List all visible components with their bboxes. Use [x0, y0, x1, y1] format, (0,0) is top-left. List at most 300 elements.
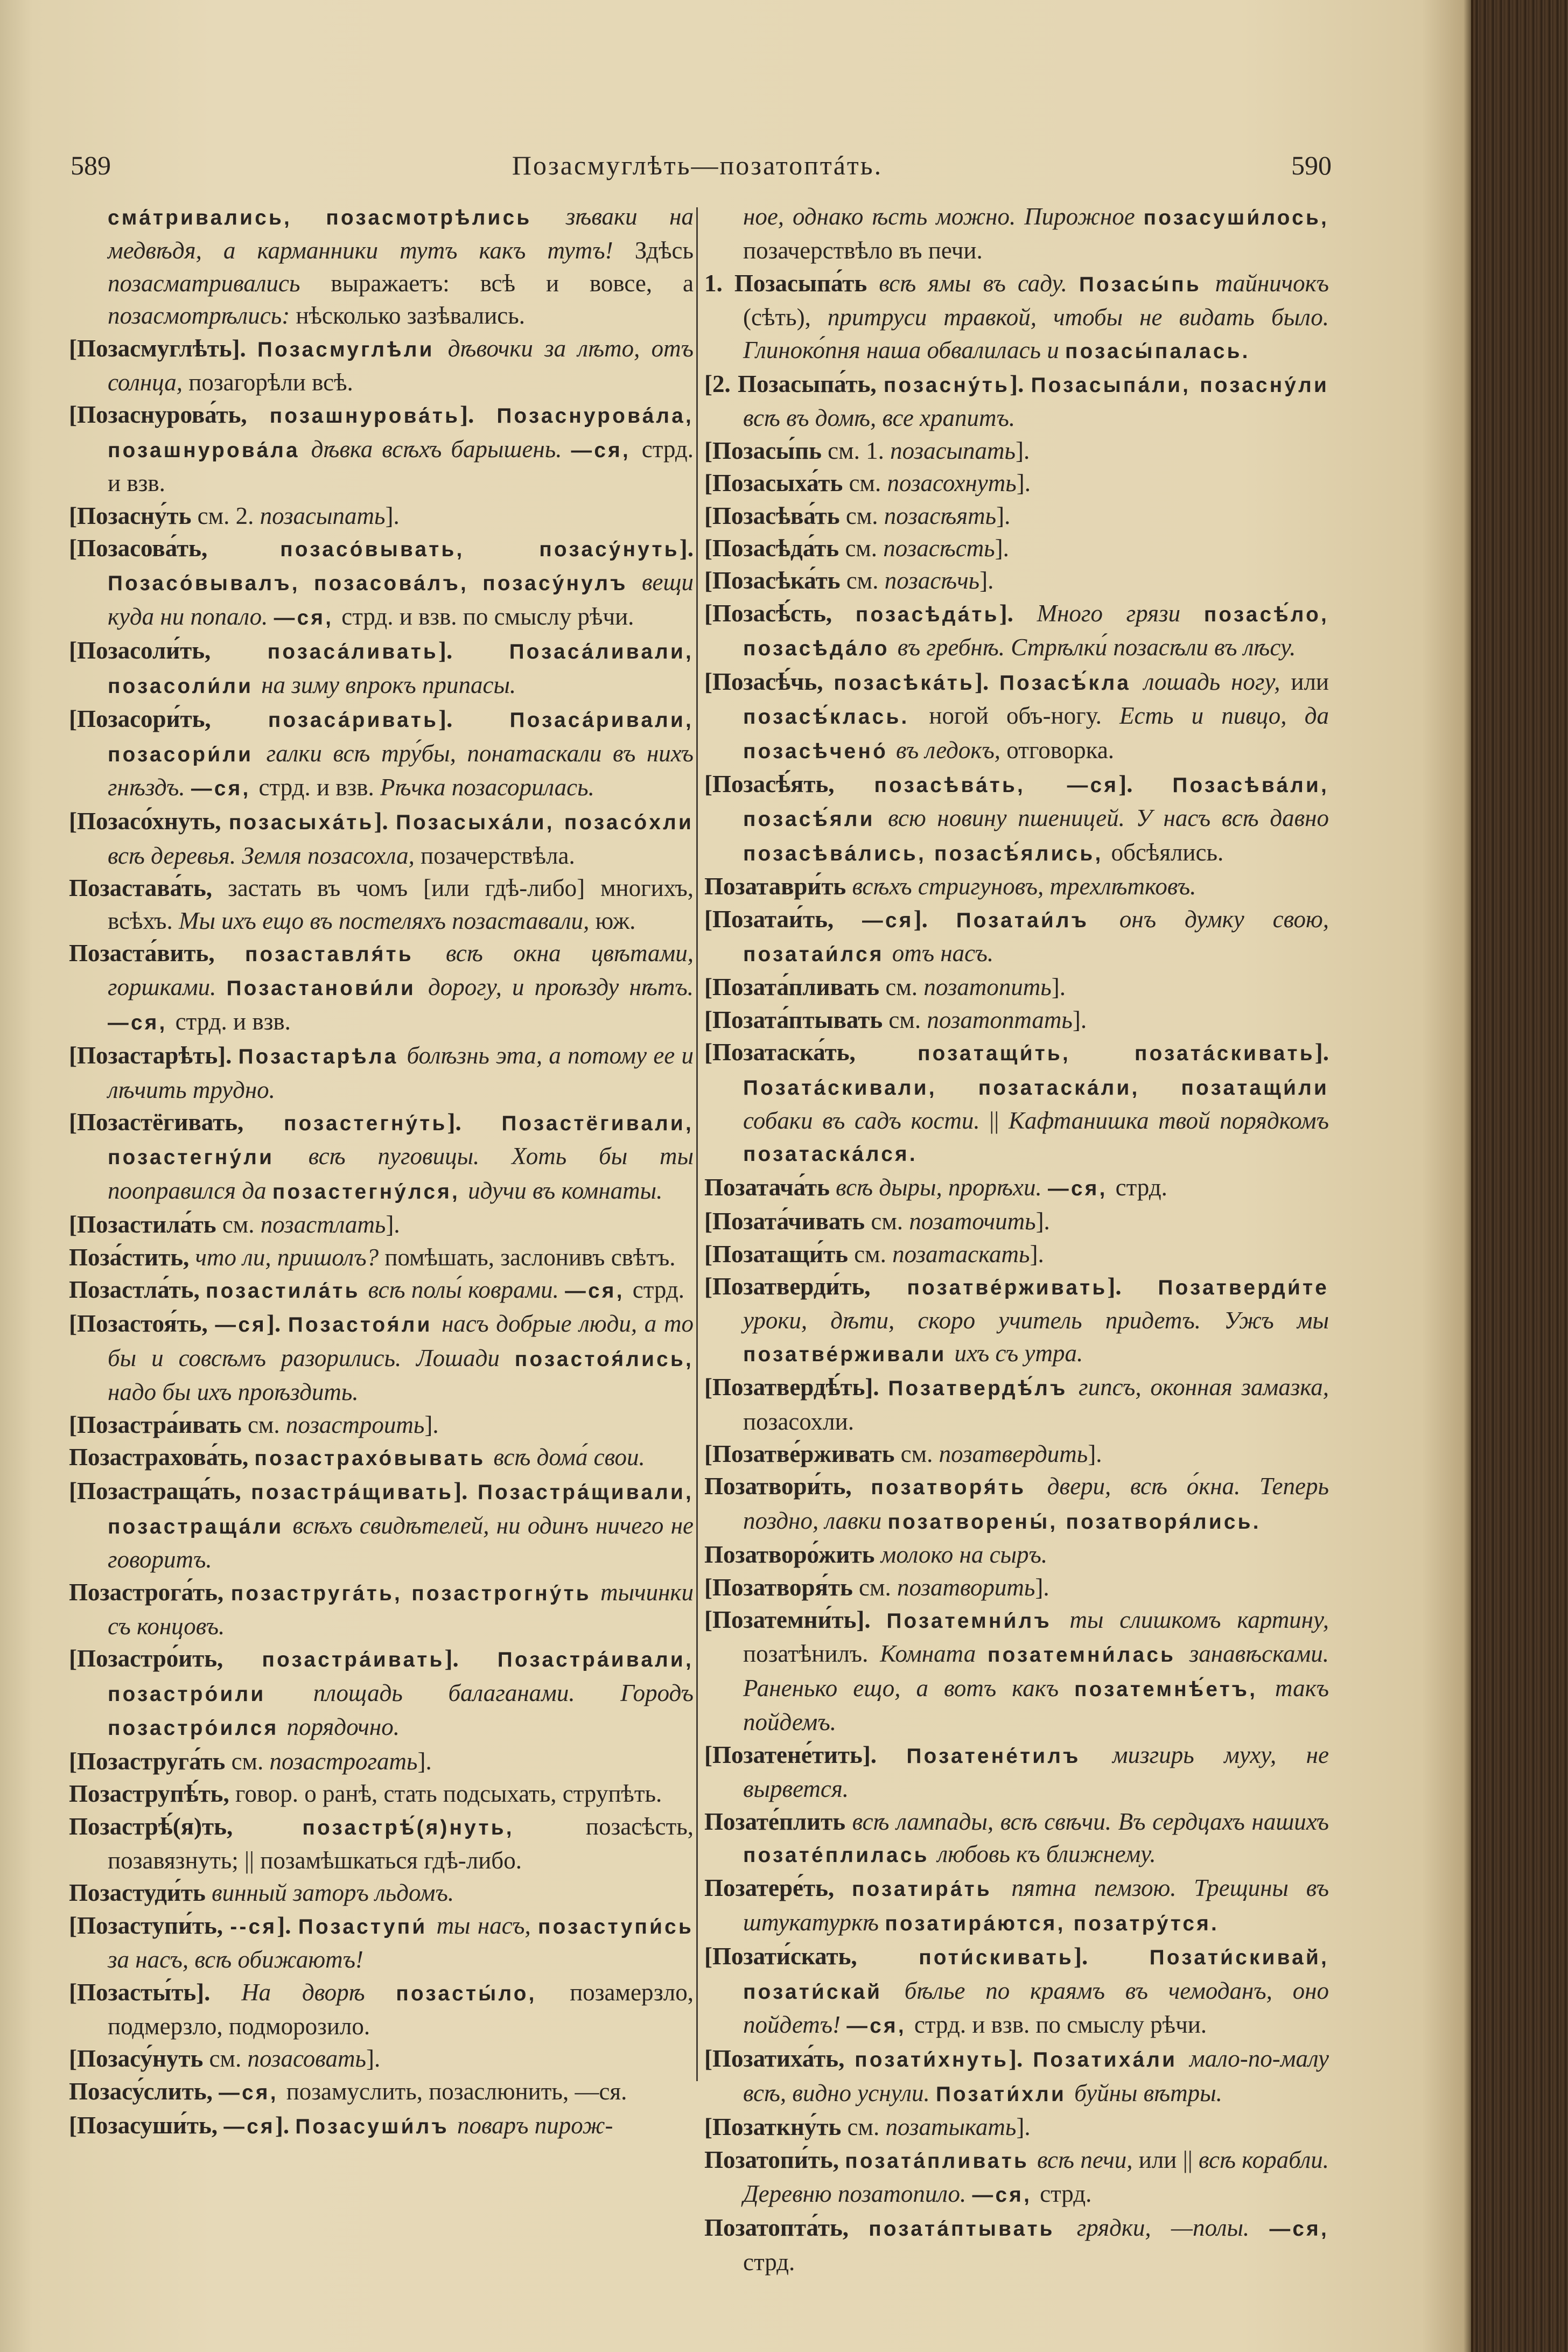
- italic-example: позасѣчь: [884, 567, 980, 594]
- plain-text: ].: [1016, 470, 1031, 497]
- headword: [Позатвердѣ́ть].: [704, 1374, 888, 1401]
- italic-example: позастроить: [285, 1411, 425, 1438]
- spaced-form: Позасы́пь: [1079, 272, 1215, 296]
- dictionary-entry: [704, 1036, 1329, 1171]
- spaced-form: позатве́рживали: [743, 1342, 955, 1366]
- italic-example: такъ пойдемъ.: [743, 1674, 1329, 1736]
- plain-text: см.: [231, 1747, 270, 1775]
- headword: [Позасѣ́чь,: [704, 668, 834, 695]
- headword: [Позасы́пь: [704, 437, 828, 464]
- spaced-form: позатаска́лся.: [743, 1143, 918, 1166]
- spaced-form: Позастра́ивали, позастро́или: [108, 1648, 694, 1706]
- italic-example: въ ледокъ,: [895, 736, 1007, 764]
- headword: ].: [999, 599, 1037, 627]
- italic-example: позасѣсть: [883, 535, 995, 562]
- plain-text: ].: [1016, 2113, 1031, 2141]
- spaced-form: позата́птывать: [869, 2217, 1077, 2241]
- spaced-form: позатащи́ть, позата́скивать: [918, 1042, 1315, 1066]
- spaced-form: Позастоя́ли: [288, 1313, 442, 1337]
- italic-example: тайничокъ: [1215, 269, 1329, 297]
- headword: Позаста́вить,: [69, 939, 245, 967]
- plain-text: позатѣнилъ.: [743, 1640, 880, 1668]
- dictionary-entry: [704, 1940, 1329, 2042]
- headword: [Позата́птывать: [704, 1006, 889, 1033]
- italic-example: Много грязи: [1037, 599, 1204, 627]
- headword: Позатвори́ть,: [704, 1473, 871, 1500]
- headword: Позатаври́ть: [704, 873, 852, 900]
- headword: [Позати́скать,: [704, 1943, 919, 1970]
- spaced-form: позатемни́лась: [987, 1643, 1189, 1667]
- dictionary-entry: [704, 1171, 1329, 1205]
- dictionary-entry: [69, 1241, 694, 1273]
- headword: ].: [460, 401, 497, 429]
- headword: [Позата́пливать: [704, 974, 886, 1001]
- headword: [Позаступи́ть,: [69, 1912, 230, 1939]
- spaced-form: Позаступи́: [298, 1915, 437, 1938]
- spaced-form: —ся,: [219, 2081, 286, 2104]
- spaced-form: Позати́хли: [935, 2082, 1075, 2106]
- italic-example: онъ думку свою,: [1119, 905, 1329, 933]
- spaced-form: позатира́ются, позатру́тся.: [885, 1912, 1220, 1935]
- spaced-form: позатаи́лся: [743, 942, 892, 966]
- dictionary-entry: [704, 1604, 1329, 1739]
- plain-text: ].: [1051, 974, 1066, 1001]
- plain-text: см.: [900, 1440, 939, 1468]
- headword: [Позаткну́ть: [704, 2113, 848, 2141]
- italic-example: позасыпать: [890, 437, 1016, 464]
- dictionary-entry: [704, 2042, 1329, 2111]
- plain-text: см.: [845, 535, 884, 562]
- dictionary-entry: [69, 2109, 694, 2143]
- plain-text: стрд. и взв.: [258, 773, 381, 801]
- plain-text: см.: [885, 974, 924, 1001]
- italic-example: ное, однако ѣсть можно. Пирожное: [743, 203, 1144, 230]
- dictionary-entry: [69, 2075, 694, 2109]
- spaced-form: Позатверди́те: [1158, 1276, 1329, 1299]
- plain-text: стрд. и взв. по смыслу рѣчи.: [341, 603, 634, 630]
- dictionary-entry: [704, 2211, 1329, 2278]
- dictionary-entry: [69, 1642, 694, 1745]
- spaced-form: Позати́скивай, позати́скай: [743, 1946, 1329, 2004]
- headword: ].: [277, 1912, 298, 1939]
- spaced-form: позатира́ть: [851, 1878, 1012, 1901]
- spaced-form: позасѣда́ть: [855, 603, 999, 626]
- italic-example: ты слишкомъ картину,: [1069, 1606, 1329, 1634]
- plain-text: позамерзло, подмерзло, подморозило.: [108, 1978, 694, 2040]
- dictionary-entry: [69, 1039, 694, 1106]
- headword: [Позастёгивать,: [69, 1108, 284, 1136]
- spaced-form: Позатвердѣ́лъ: [888, 1377, 1079, 1401]
- italic-example: дорогу, и проѣзду нѣтъ.: [428, 974, 694, 1001]
- headword: [Позатиха́ть,: [704, 2045, 855, 2073]
- headword: Позатопта́ть,: [704, 2214, 869, 2242]
- italic-example: идучи въ комнаты.: [468, 1177, 663, 1204]
- italic-example: На дворѣ: [241, 1978, 396, 2006]
- italic-example: двери, всѣ о́кна. Теперь поздно, лавки: [743, 1473, 1329, 1534]
- headword: [Позастила́ть: [69, 1211, 222, 1238]
- headword: [Позастоя́ть,: [69, 1310, 215, 1338]
- spaced-form: Позастанови́ли: [226, 977, 429, 1000]
- plain-text: см.: [847, 2113, 886, 2141]
- dictionary-entry: [69, 1745, 694, 1777]
- italic-example: болѣзнь эта, а потому ее и лѣчить трудно.: [108, 1042, 694, 1103]
- spaced-form: позастра́ивать: [262, 1648, 445, 1672]
- plain-text: см.: [846, 567, 885, 594]
- dictionary-entry: [704, 1872, 1329, 1940]
- italic-example: всѣхъ свидѣтелей, ни одинъ ничего не говоритъ.: [108, 1511, 694, 1573]
- spaced-form: —ся,: [1048, 1177, 1116, 1200]
- italic-example: всѣхъ стригуновъ, трехлѣтковъ.: [852, 873, 1196, 900]
- italic-example: бѣлье по краямъ въ чемоданъ, оно пойдетъ!: [743, 1977, 1329, 2038]
- plain-text: ].: [1088, 1440, 1102, 1468]
- headword: [Позастро́ить,: [69, 1645, 262, 1672]
- plain-text: см.: [854, 1240, 893, 1268]
- headword: Позатере́ть,: [704, 1874, 852, 1902]
- dictionary-entry: [69, 1409, 694, 1441]
- italic-example: надо бы ихъ проѣздить.: [108, 1378, 359, 1406]
- spaced-form: —ся,: [571, 438, 642, 462]
- headword: [Позата́чивать: [704, 1208, 871, 1235]
- dictionary-entry: [69, 805, 694, 872]
- page-number-left: 589: [71, 150, 111, 180]
- headword: [2. Позасыпа́ть,: [704, 370, 884, 398]
- plain-text: ].: [1016, 437, 1030, 464]
- dictionary-entry: [704, 971, 1329, 1003]
- italic-example: позасохнуть: [887, 470, 1017, 497]
- spaced-form: позатворены́, позатворя́лись.: [887, 1510, 1261, 1534]
- italic-example: гипсъ, оконная замазка,: [1079, 1374, 1329, 1401]
- spaced-form: позата́пливать: [845, 2149, 1038, 2173]
- spaced-form: —ся,: [191, 776, 259, 800]
- plain-text: ногой объ-ногу.: [929, 702, 1119, 730]
- spaced-form: Позаса́ливали, позасоли́ли: [108, 640, 694, 698]
- spaced-form: позасѣ́клась.: [743, 705, 929, 729]
- dictionary-entry: [704, 500, 1329, 532]
- dictionary-entry: [69, 1909, 694, 1976]
- headword: ].: [1010, 370, 1031, 398]
- page-number-right: 590: [1291, 150, 1332, 180]
- spaced-form: позатве́рживать: [907, 1276, 1108, 1299]
- headword: [Позастраща́ть,: [69, 1478, 251, 1505]
- italic-example: всѣ корабли. Деревню позатопило.: [743, 2146, 1329, 2207]
- spaced-form: Позасыха́ли, позасо́хли: [396, 811, 694, 835]
- spaced-form: позаса́ривать: [268, 709, 439, 732]
- spaced-form: Позасуши́лъ: [295, 2115, 457, 2139]
- italic-example: позатворить: [897, 1573, 1035, 1601]
- dictionary-entry: [704, 1739, 1329, 1805]
- plain-text: юж.: [595, 907, 636, 934]
- spaced-form: Позасмуглѣли: [257, 338, 448, 361]
- plain-text: ].: [385, 502, 400, 529]
- italic-example: дѣвочки за лѣто, отъ солнца,: [108, 334, 694, 396]
- dictionary-entry: [69, 872, 694, 937]
- italic-example: позасмотрѣлись:: [108, 302, 296, 330]
- headword: Позастрога́ть,: [69, 1578, 231, 1606]
- headword: [Позасори́ть,: [69, 705, 268, 733]
- dictionary-entry: [704, 870, 1329, 902]
- headword: ].: [913, 905, 956, 933]
- dictionary-entry: [69, 1307, 694, 1408]
- headword: [Позасну́ть: [69, 502, 198, 529]
- dictionary-entry: [69, 500, 694, 532]
- dictionary-entry: [704, 2111, 1329, 2143]
- italic-example: ихъ съ утра.: [954, 1339, 1083, 1367]
- plain-text: выражаетъ: всѣ и вовсе, а: [331, 269, 694, 297]
- plain-text: стрд.: [1040, 2180, 1092, 2207]
- headword: [Позатверди́ть,: [704, 1273, 907, 1300]
- headword: [Позасѣка́ть: [704, 567, 846, 594]
- spaced-form: позастегну́лся,: [272, 1180, 468, 1203]
- plain-text: позачерствѣло въ печи.: [743, 237, 983, 264]
- headword: [Позасѣ́сть,: [704, 599, 856, 627]
- spaced-form: Позастарѣла: [238, 1045, 407, 1069]
- headword: [Позатворя́ть: [704, 1573, 859, 1601]
- spaced-form: позасѣка́ть: [834, 671, 975, 695]
- plain-text: ].: [424, 1411, 439, 1438]
- dictionary-entry: [704, 1805, 1329, 1872]
- plain-text: помѣшать, заслонивъ свѣтъ.: [384, 1243, 676, 1271]
- italic-example: порядочно.: [286, 1713, 400, 1741]
- headword: [Позаснурова́ть,: [69, 401, 270, 429]
- plain-text: ||: [989, 1107, 1009, 1134]
- italic-example: Рѣчка позасорилась.: [380, 773, 594, 801]
- headword: ].: [1118, 770, 1173, 797]
- dictionary-entry: [69, 398, 694, 499]
- spaced-form: Позасыпа́ли, позасну́ли: [1031, 374, 1329, 397]
- italic-example: всѣ ямы въ саду.: [879, 269, 1079, 297]
- dictionary-entry: [69, 1976, 694, 2043]
- headword: [Позатемни́ть].: [704, 1606, 887, 1634]
- italic-example: позастлать: [260, 1211, 386, 1238]
- plain-text: обсѣялись.: [1111, 838, 1224, 866]
- italic-example: всѣ окна цвѣтами, горшками.: [108, 939, 694, 1001]
- column-divider: [696, 207, 698, 2081]
- headword: ].: [275, 2112, 296, 2139]
- dictionary-entry: [704, 1004, 1329, 1036]
- spaced-form: позасѣ́ло, позасѣда́ло: [743, 603, 1329, 661]
- italic-example: позастрогать: [269, 1747, 418, 1775]
- spaced-form: позастоя́лись,: [514, 1347, 694, 1371]
- dictionary-entry: [69, 200, 694, 332]
- headword: [Позасмуглѣть].: [69, 334, 258, 362]
- plain-text: ].: [1035, 1208, 1050, 1235]
- headword: Позатворо́жить: [704, 1541, 881, 1569]
- headword: Позастрахова́ть,: [69, 1444, 255, 1471]
- plain-text: см. 2.: [197, 502, 260, 529]
- dictionary-entry: [69, 1777, 694, 1810]
- headword: [Позатве́рживать: [704, 1440, 901, 1468]
- headword: ].: [453, 1478, 478, 1505]
- italic-example: пятна пемзою. Трещины въ штукатуркѣ: [743, 1874, 1329, 1936]
- italic-example: позатвердить: [939, 1440, 1088, 1468]
- plain-text: позамуслить, позаслюнить, —ся.: [286, 2077, 627, 2105]
- dictionary-entry: [704, 1270, 1329, 1371]
- dictionary-entry: [69, 1441, 694, 1475]
- spaced-form: позастро́ился: [108, 1717, 287, 1740]
- headword: [Позасѣда́ть: [704, 535, 845, 562]
- dictionary-entry: [704, 532, 1329, 564]
- spaced-form: Позаса́ривали, позасори́ли: [108, 709, 694, 766]
- italic-example: занавѣсками. Раненько ещо, а вотъ какъ: [743, 1640, 1329, 1702]
- book-page-edges: [1471, 0, 1568, 2352]
- headword: ].: [1314, 1039, 1329, 1066]
- spaced-form: позаступи́сь: [538, 1915, 694, 1938]
- headword: [Позастарѣть].: [69, 1042, 239, 1069]
- italic-example: тычинки съ концовъ.: [108, 1578, 694, 1640]
- headword: ].: [438, 637, 509, 664]
- spaced-form: позасты́ло,: [396, 1982, 570, 2005]
- italic-example: за насъ, всѣ обижаютъ!: [108, 1946, 363, 1973]
- headword: [Позаструга́ть: [69, 1747, 232, 1775]
- italic-example: мизгирь муху, не вырвется.: [743, 1741, 1329, 1803]
- dictionary-entry: [704, 1438, 1329, 1470]
- headword: Поза́стить,: [69, 1243, 195, 1271]
- dictionary-entry: [704, 1205, 1329, 1237]
- plain-text: застать въ чомъ [или гдѣ-либо] многихъ, всѣхъ.: [108, 874, 694, 934]
- dictionary-entry: [69, 332, 694, 399]
- headword: [Позасова́ть,: [69, 535, 281, 562]
- left-column: [69, 200, 694, 2144]
- dictionary-entry: [69, 634, 694, 703]
- plain-text: стрд. и взв. по смыслу рѣчи.: [914, 2011, 1207, 2038]
- plain-text: говор. о ранѣ, стать подсыхать, струпѣть.: [235, 1780, 662, 1808]
- italic-example: позасматривались: [108, 269, 331, 297]
- plain-text: ].: [1072, 1006, 1087, 1033]
- running-title: Позасмуглѣть—позатоптáть.: [512, 150, 883, 180]
- italic-example: уроки, дѣти, скоро учитель придетъ. Ужъ мы: [743, 1307, 1329, 1334]
- spaced-form: позаса́ливать: [267, 640, 438, 664]
- plain-text: см.: [849, 470, 887, 497]
- spaced-form: позасуши́лось,: [1143, 206, 1329, 229]
- headword: ].: [974, 668, 1000, 695]
- headword: [Позатене́тить].: [704, 1741, 907, 1768]
- dictionary-entry: [69, 1576, 694, 1643]
- headword: [Позасѣ́ять,: [704, 770, 874, 797]
- plain-text: позасохли.: [743, 1408, 854, 1435]
- dictionary-entry: [69, 1810, 694, 1877]
- dictionary-entry: [69, 1106, 694, 1208]
- plain-text: или ||: [1138, 2146, 1199, 2173]
- plain-text: ].: [979, 567, 994, 594]
- headword: Позастрѣ́(я)ть,: [69, 1812, 303, 1840]
- italic-example: всѣ пуговицы. Хоть бы ты поoправился да: [108, 1143, 694, 1204]
- spaced-form: —ся,: [1269, 2217, 1329, 2241]
- spaced-form: позасну́ть: [883, 374, 1010, 397]
- headword: [Позатаска́ть,: [704, 1039, 918, 1066]
- spaced-form: Позастёгивали, позастегну́ли: [108, 1111, 694, 1170]
- italic-example: Кафтанишка твой порядкомъ: [1008, 1107, 1329, 1134]
- dictionary-entry: [704, 1238, 1329, 1270]
- headword: Позаструпѣ́ть,: [69, 1780, 235, 1808]
- spaced-form: —ся,: [846, 2014, 914, 2038]
- spaced-form: позасо́вывать, позасу́нуть: [280, 538, 680, 562]
- dictionary-entry: [704, 267, 1329, 368]
- dictionary-entry: [704, 1571, 1329, 1604]
- headword: Позастава́ть,: [69, 874, 228, 902]
- spaced-form: Позасо́вывалъ, позасова́лъ, позасу́нулъ: [108, 572, 642, 596]
- italic-example: собаки въ садъ кости.: [743, 1107, 990, 1134]
- spaced-form: —ся,: [565, 1279, 633, 1303]
- italic-example: галки всѣ тру́бы, понатаскали въ нихъ гнѣздъ.: [108, 739, 694, 801]
- spaced-form: Позатене́тилъ: [906, 1744, 1112, 1768]
- spaced-form: позаставля́ть: [244, 942, 446, 966]
- spaced-form: позатворя́ть: [871, 1476, 1047, 1500]
- headword: Позатача́ть: [704, 1173, 836, 1201]
- headword: Позате́плить: [704, 1808, 852, 1835]
- dictionary-entry: [704, 2144, 1329, 2212]
- headword: [Позасуши́ть,: [69, 2112, 224, 2139]
- italic-example: всѣ деревья. Земля позасохла,: [108, 842, 421, 869]
- italic-example: площадь балаганами. Городъ: [313, 1679, 694, 1706]
- italic-example: всѣ дома́ свои.: [493, 1444, 645, 1471]
- headword: ].: [1073, 1943, 1150, 1970]
- spaced-form: Позастра́щивали, позастраща́ли: [108, 1481, 694, 1538]
- plain-text: ].: [995, 535, 1009, 562]
- spaced-form: —ся: [862, 908, 914, 932]
- spaced-form: позатемнѣ́етъ,: [1074, 1677, 1276, 1701]
- spaced-form: Позасѣ́кла: [999, 671, 1144, 695]
- headword: ].: [438, 705, 510, 733]
- spaced-form: позашнурова́ть: [269, 404, 460, 428]
- dictionary-entry: [704, 1371, 1329, 1438]
- spaced-form: —ся,: [274, 606, 342, 629]
- plain-text: см.: [845, 502, 884, 529]
- right-column: [704, 200, 1329, 2278]
- dictionary-entry: [704, 1470, 1329, 1538]
- spaced-form: сма́тривались, позасмотрѣлись: [108, 206, 566, 229]
- headword: [Позатаи́ть,: [704, 905, 863, 933]
- headword: [Позасо́хнуть,: [69, 808, 229, 835]
- headword: ].: [447, 1108, 502, 1136]
- headword: [Позасоли́ть,: [69, 637, 268, 664]
- dictionary-entry: [69, 532, 694, 634]
- italic-example: винный заторъ льдомъ.: [212, 1879, 454, 1907]
- plain-text: стрд.: [632, 1276, 684, 1303]
- plain-text: или: [1291, 668, 1329, 695]
- plain-text: см.: [871, 1208, 909, 1235]
- spaced-form: позасыха́ть: [228, 811, 374, 835]
- spaced-form: Позатаи́лъ: [956, 908, 1119, 932]
- plain-text: ].: [417, 1747, 432, 1775]
- spaced-form: позастрѣ́(я)нуть,: [302, 1816, 586, 1839]
- italic-example: грядки, —полы.: [1076, 2214, 1270, 2242]
- spaced-form: позастра́щивать: [251, 1481, 454, 1504]
- spaced-form: Позасѣва́ли, позасѣ́яли: [743, 773, 1329, 831]
- italic-example: всѣ полы́ коврами.: [368, 1276, 565, 1303]
- dictionary-entry: [704, 564, 1329, 597]
- spaced-form: Позатемни́лъ: [886, 1609, 1070, 1633]
- plain-text: позачерствѣла.: [421, 842, 575, 869]
- headword: ].: [679, 535, 694, 562]
- plain-text: ].: [1030, 1240, 1044, 1268]
- headword: [Позатащи́ть: [704, 1240, 855, 1268]
- headword: 1. Позасыпа́ть: [704, 269, 879, 297]
- italic-example: позаточить: [909, 1208, 1036, 1235]
- headword: [Позастра́ивать: [69, 1411, 248, 1438]
- spaced-form: Позата́скивали, позатаска́ли, позатащи́ли: [743, 1076, 1329, 1100]
- spaced-form: —ся,: [972, 2183, 1040, 2207]
- headword: [Позасты́ть].: [69, 1978, 242, 2006]
- spaced-form: позасѣва́ть, —ся: [874, 773, 1119, 797]
- spaced-form: --ся: [230, 1915, 277, 1938]
- headword: [Позасѣва́ть: [704, 502, 846, 529]
- italic-example: ты насъ,: [436, 1912, 538, 1939]
- headword: ].: [374, 808, 396, 835]
- plain-text: см.: [859, 1573, 897, 1601]
- italic-example: позатопить: [923, 974, 1052, 1001]
- plain-text: см. 1.: [828, 437, 891, 464]
- headword: Позатопи́ть,: [704, 2146, 845, 2173]
